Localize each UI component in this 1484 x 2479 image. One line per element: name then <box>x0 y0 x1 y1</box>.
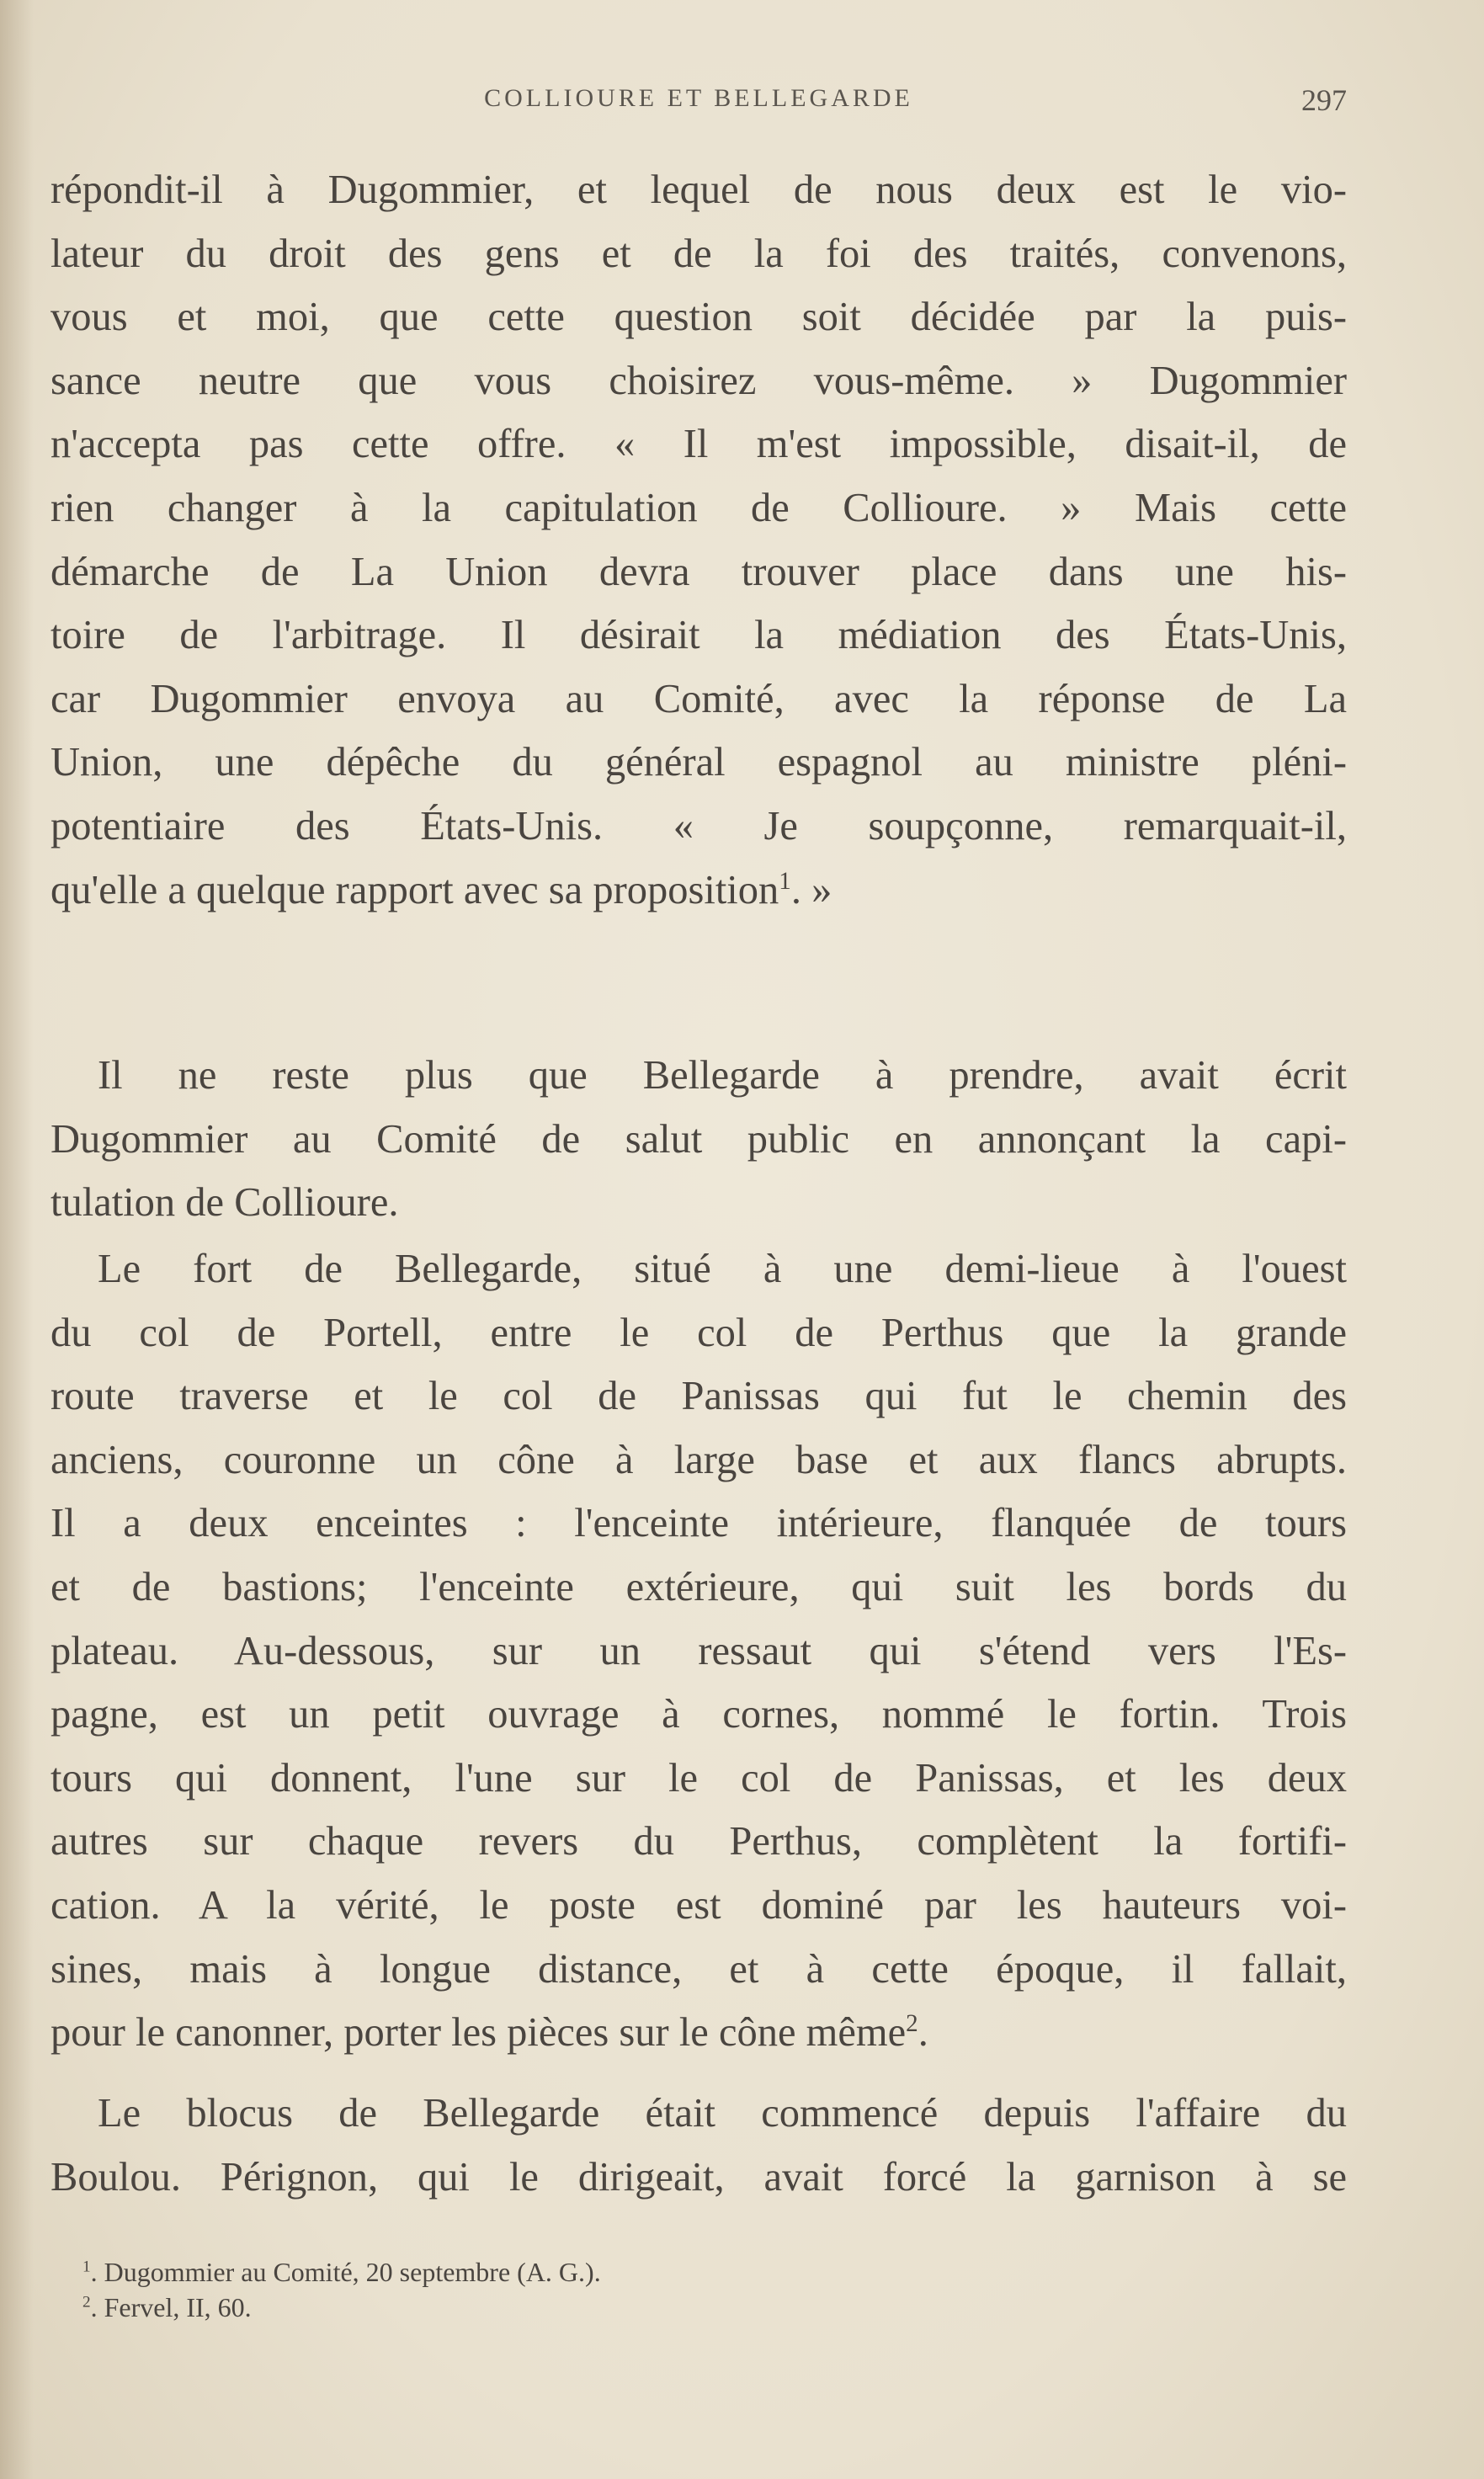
text-line: pagne, est un petit ouvrage à cornes, nommé le fortin. Trois <box>51 1692 1347 1737</box>
running-title: COLLIOURE ET BELLEGARDE <box>484 84 913 112</box>
text-line-end: . » <box>790 867 832 912</box>
text-line: car Dugommier envoya au Comité, avec la réponse de La <box>51 676 1347 721</box>
running-header <box>51 77 1347 128</box>
page-gutter-shadow <box>0 0 34 2479</box>
text-line: toire de l'arbitrage. Il désirait la médiation des États-Unis, <box>51 613 1347 658</box>
text-line: vous et moi, que cette question soit décidée par la puis- <box>51 295 1347 340</box>
text-line-end: . <box>918 2010 928 2056</box>
text-line: et de bastions; l'enceinte extérieure, qui suit les bords du <box>51 1564 1347 1609</box>
text-line: autres sur chaque revers du Perthus, complètent la fortifi- <box>51 1819 1347 1865</box>
text-line: tulation de Collioure. <box>51 1180 399 1226</box>
paragraph <box>51 1237 1347 2065</box>
text-line: cation. A la vérité, le poste est dominé par les hauteurs voi- <box>51 1882 1347 1928</box>
text-line: Il a deux enceintes : l'enceinte intérieure, flanquée de tours <box>51 1501 1347 1546</box>
text-line: plateau. Au-dessous, sur un ressaut qui s'étend vers l'Es- <box>51 1628 1347 1673</box>
page-number: 297 <box>1301 83 1347 117</box>
text-line: Union, une dépêche du général espagnol au ministre pléni- <box>51 740 1347 785</box>
footnote-number: 1 <box>82 2258 91 2276</box>
footnote <box>82 2254 1093 2290</box>
text-line-body: pour le canonner, porter les pièces sur le cône même <box>51 2010 907 2056</box>
text-line: route traverse et le col de Panissas qui fut le chemin des <box>51 1374 1347 1419</box>
text-line: Dugommier au Comité de salut public en annonçant la capi- <box>51 1116 1347 1162</box>
text-line: Le blocus de Bellegarde était commencé depuis l'affaire du <box>98 2091 1347 2136</box>
footnote-separator: . <box>90 2292 104 2322</box>
text-line: sines, mais à longue distance, et à cette époque, il fallait, <box>51 1946 1347 1992</box>
paragraph-continued <box>51 158 1347 922</box>
footnote <box>82 2290 1093 2325</box>
paragraph <box>51 2082 1347 2209</box>
text-line: Boulou. Pérignon, qui le dirigeait, avait forcé la garnison à se <box>51 2154 1347 2200</box>
text-line: rien changer à la capitulation de Collioure. » Mais cette <box>51 485 1347 530</box>
footnote-reference: 2 <box>906 2009 918 2037</box>
text-line <box>51 859 1347 923</box>
text-line: démarche de La Union devra trouver place dans une his- <box>51 549 1347 594</box>
paragraph <box>51 1044 1347 1235</box>
text-line: tours qui donnent, l'une sur le col de Panissas, et les deux <box>51 1755 1347 1801</box>
text-line: lateur du droit des gens et de la foi des traités, convenons, <box>51 231 1347 276</box>
text-line: répondit-il à Dugommier, et lequel de nous deux est le vio- <box>51 168 1347 212</box>
text-line: Il ne reste plus que Bellegarde à prendre, avait écrit <box>98 1053 1347 1098</box>
footnote-reference: 1 <box>779 867 791 895</box>
footnote-separator: . <box>90 2257 104 2287</box>
text-line: du col de Portell, entre le col de Perthus que la grande <box>51 1310 1347 1355</box>
text-line: Le fort de Bellegarde, situé à une demi-lieue à l'ouest <box>98 1247 1347 1291</box>
footnote-text: Dugommier au Comité, 20 septembre (A. G.). <box>104 2257 601 2287</box>
footnote-number: 2 <box>82 2293 91 2311</box>
footnotes <box>82 2254 1093 2325</box>
text-line <box>51 2001 1347 2065</box>
text-line: sance neutre que vous choisirez vous-même. » Dugommier <box>51 358 1347 403</box>
footnote-text: Fervel, II, 60. <box>104 2292 252 2322</box>
text-line: anciens, couronne un cône à large base et aux flancs abrupts. <box>51 1437 1347 1482</box>
text-line: n'accepta pas cette offre. « Il m'est impossible, disait-il, de <box>51 422 1347 467</box>
text-line-body: qu'elle a quelque rapport avec sa proposition <box>51 867 779 912</box>
text-line: potentiaire des États-Unis. « Je soupçonne, remarquait-il, <box>51 803 1347 848</box>
